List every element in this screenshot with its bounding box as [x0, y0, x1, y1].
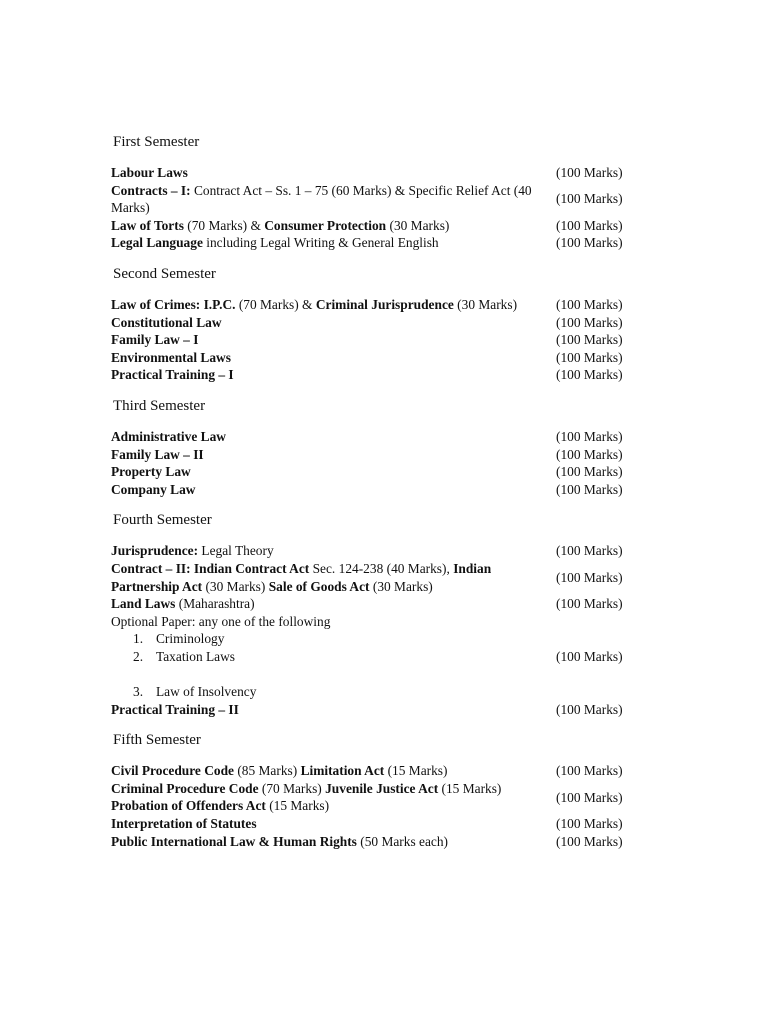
optional-paper-name: Taxation Laws [156, 648, 236, 664]
subject-name: Constitutional Law [111, 314, 222, 330]
subject-detail: (15 Marks) [384, 763, 448, 779]
subject-row [111, 701, 641, 719]
marks-value: (100 Marks) [556, 296, 623, 312]
optional-paper-name: Law of Insolvency [156, 684, 257, 700]
semester-heading: Fourth Semester [113, 512, 212, 529]
subject-list [111, 296, 641, 384]
subject-name: Juvenile Justice Act [325, 780, 439, 796]
subject-text [111, 164, 556, 182]
subject-detail: (15 Marks) [265, 798, 330, 814]
marks-value: (100 Marks) [556, 701, 623, 717]
subject-text [111, 542, 556, 560]
marks-value: (100 Marks) [556, 596, 623, 612]
marks-value: (100 Marks) [556, 464, 623, 480]
subject-text [111, 428, 556, 446]
subject-row [111, 613, 641, 631]
subject-name: Public International Law & Human Rights [111, 833, 357, 849]
semester-heading: Third Semester [113, 397, 206, 414]
subject-name: Criminal Procedure Code [111, 780, 259, 796]
marks-value: (100 Marks) [556, 217, 623, 233]
subject-name: Family Law – II [111, 446, 204, 462]
subject-name: Company Law [111, 481, 196, 497]
subject-text [111, 833, 556, 851]
subject-name: Environmental Laws [111, 349, 231, 365]
marks-value: (100 Marks) [556, 332, 623, 348]
subject-name: Land Laws [111, 596, 176, 612]
subject-list [111, 164, 641, 252]
subject-text [111, 481, 556, 499]
subject-detail: (50 Marks each) [356, 833, 448, 849]
subject-detail: (30 Marks) [453, 296, 518, 312]
semester-section [111, 262, 641, 384]
subject-name: Sale of Goods Act [268, 578, 370, 594]
marks-value: (100 Marks) [556, 165, 623, 180]
subject-name: Consumer Protection [264, 217, 387, 233]
subject-name: Civil Procedure Code [111, 763, 234, 779]
subject-row [111, 164, 641, 182]
list-number: 2. [133, 648, 144, 664]
subject-row [111, 349, 641, 367]
subject-text [111, 780, 556, 815]
subject-row [111, 833, 641, 851]
marks-value: (100 Marks) [556, 349, 623, 365]
subject-text [111, 463, 556, 481]
marks-value: (100 Marks) [556, 235, 623, 251]
subject-text [111, 560, 556, 595]
subject-row [111, 331, 641, 349]
semester-section [111, 508, 641, 718]
subject-detail: (70 Marks) [258, 780, 326, 796]
list-number: 3. [133, 684, 144, 700]
subject-name: Administrative Law [111, 428, 226, 444]
subject-list [111, 428, 641, 498]
subject-name: Practical Training – II [111, 701, 239, 717]
subject-row [111, 595, 641, 613]
marks-value: (100 Marks) [556, 543, 623, 559]
subject-text [111, 648, 556, 666]
subject-detail: Contract Act – Ss. 1 – 75 (60 Marks) & Specific Relief Act (40 Marks) [111, 182, 532, 216]
semester-heading: Second Semester [113, 265, 216, 282]
semester-section [111, 130, 641, 252]
marks-value: (100 Marks) [556, 367, 623, 383]
subject-row [111, 366, 641, 384]
subject-row [111, 780, 641, 815]
subject-text [111, 331, 556, 349]
semester-heading: First Semester [113, 134, 200, 150]
marks-value: (100 Marks) [556, 314, 623, 330]
document-page [111, 130, 641, 860]
subject-text [111, 815, 556, 833]
subject-text [111, 683, 556, 701]
subject-detail: Sec. 124-238 (40 Marks), [309, 560, 454, 576]
marks-value: (100 Marks) [556, 191, 623, 207]
subject-text [111, 234, 556, 252]
subject-row [111, 446, 641, 464]
subject-list [111, 762, 641, 850]
subject-name: Legal Language [111, 235, 203, 251]
marks-value: (100 Marks) [556, 763, 623, 779]
subject-detail: (30 Marks) [202, 578, 269, 594]
subject-name: Probation of Offenders Act [111, 798, 266, 814]
subject-text [111, 349, 556, 367]
subject-row [111, 542, 641, 560]
subject-row [111, 463, 641, 481]
subject-name: Interpretation of Statutes [111, 816, 257, 832]
subject-text [111, 446, 556, 464]
subject-name: Limitation Act [300, 763, 385, 779]
subject-name: Indian Partnership Act [111, 560, 492, 594]
subject-detail: Legal Theory [198, 543, 274, 559]
marks-value: (100 Marks) [556, 648, 623, 664]
subject-text [111, 701, 556, 719]
subject-text [111, 630, 556, 648]
subject-detail: (30 Marks) [369, 578, 433, 594]
semester-heading: Fifth Semester [113, 732, 201, 749]
marks-value: (100 Marks) [556, 816, 623, 832]
optional-paper-item [111, 683, 641, 701]
subject-detail: (70 Marks) & [183, 217, 265, 233]
subject-row [111, 217, 641, 235]
marks-value: (100 Marks) [556, 569, 623, 585]
subject-row [111, 182, 641, 217]
subject-name: Property Law [111, 464, 191, 480]
subject-detail: (85 Marks) [233, 763, 301, 779]
subject-row [111, 314, 641, 332]
subject-row [111, 428, 641, 446]
subject-name: Law of Torts [111, 217, 184, 233]
semester-section [111, 394, 641, 498]
subject-name: Contracts – I: [111, 182, 194, 198]
subject-detail: (70 Marks) & [235, 296, 316, 312]
subject-name: Labour Laws [111, 165, 188, 180]
subject-name: Jurisprudence: [111, 543, 199, 559]
subject-text [111, 595, 556, 613]
subject-row [111, 815, 641, 833]
subject-row [111, 296, 641, 314]
subject-row [111, 762, 641, 780]
subject-row [111, 234, 641, 252]
subject-name: Practical Training – I [111, 367, 234, 383]
subject-text [111, 217, 556, 235]
subject-text [111, 762, 556, 780]
subject-text [111, 314, 556, 332]
subject-detail: (15 Marks) [438, 780, 502, 796]
subject-text [111, 613, 556, 631]
marks-value: (100 Marks) [556, 789, 623, 805]
subject-list [111, 542, 641, 718]
subject-detail: Optional Paper: any one of the following [111, 613, 331, 629]
subject-name: Contract – II: Indian Contract Act [111, 560, 310, 576]
marks-value: (100 Marks) [556, 428, 623, 444]
optional-paper-item [111, 648, 641, 666]
subject-row [111, 560, 641, 595]
subject-name: Family Law – I [111, 332, 199, 348]
optional-paper-item [111, 630, 641, 648]
marks-value: (100 Marks) [556, 833, 623, 849]
subject-name: Law of Crimes: I.P.C. [111, 296, 236, 312]
semester-section [111, 728, 641, 850]
subject-text [111, 182, 556, 217]
optional-paper-name: Criminology [156, 631, 225, 647]
subject-detail: (30 Marks) [386, 217, 450, 233]
subject-detail: (Maharashtra) [175, 596, 255, 612]
subject-text [111, 366, 556, 384]
subject-row [111, 481, 641, 499]
list-number: 1. [133, 631, 144, 647]
subject-name: Criminal Jurisprudence [315, 296, 454, 312]
marks-value: (100 Marks) [556, 446, 623, 462]
marks-value: (100 Marks) [556, 481, 623, 497]
subject-detail: including Legal Writing & General English [202, 235, 439, 251]
subject-text [111, 296, 556, 314]
